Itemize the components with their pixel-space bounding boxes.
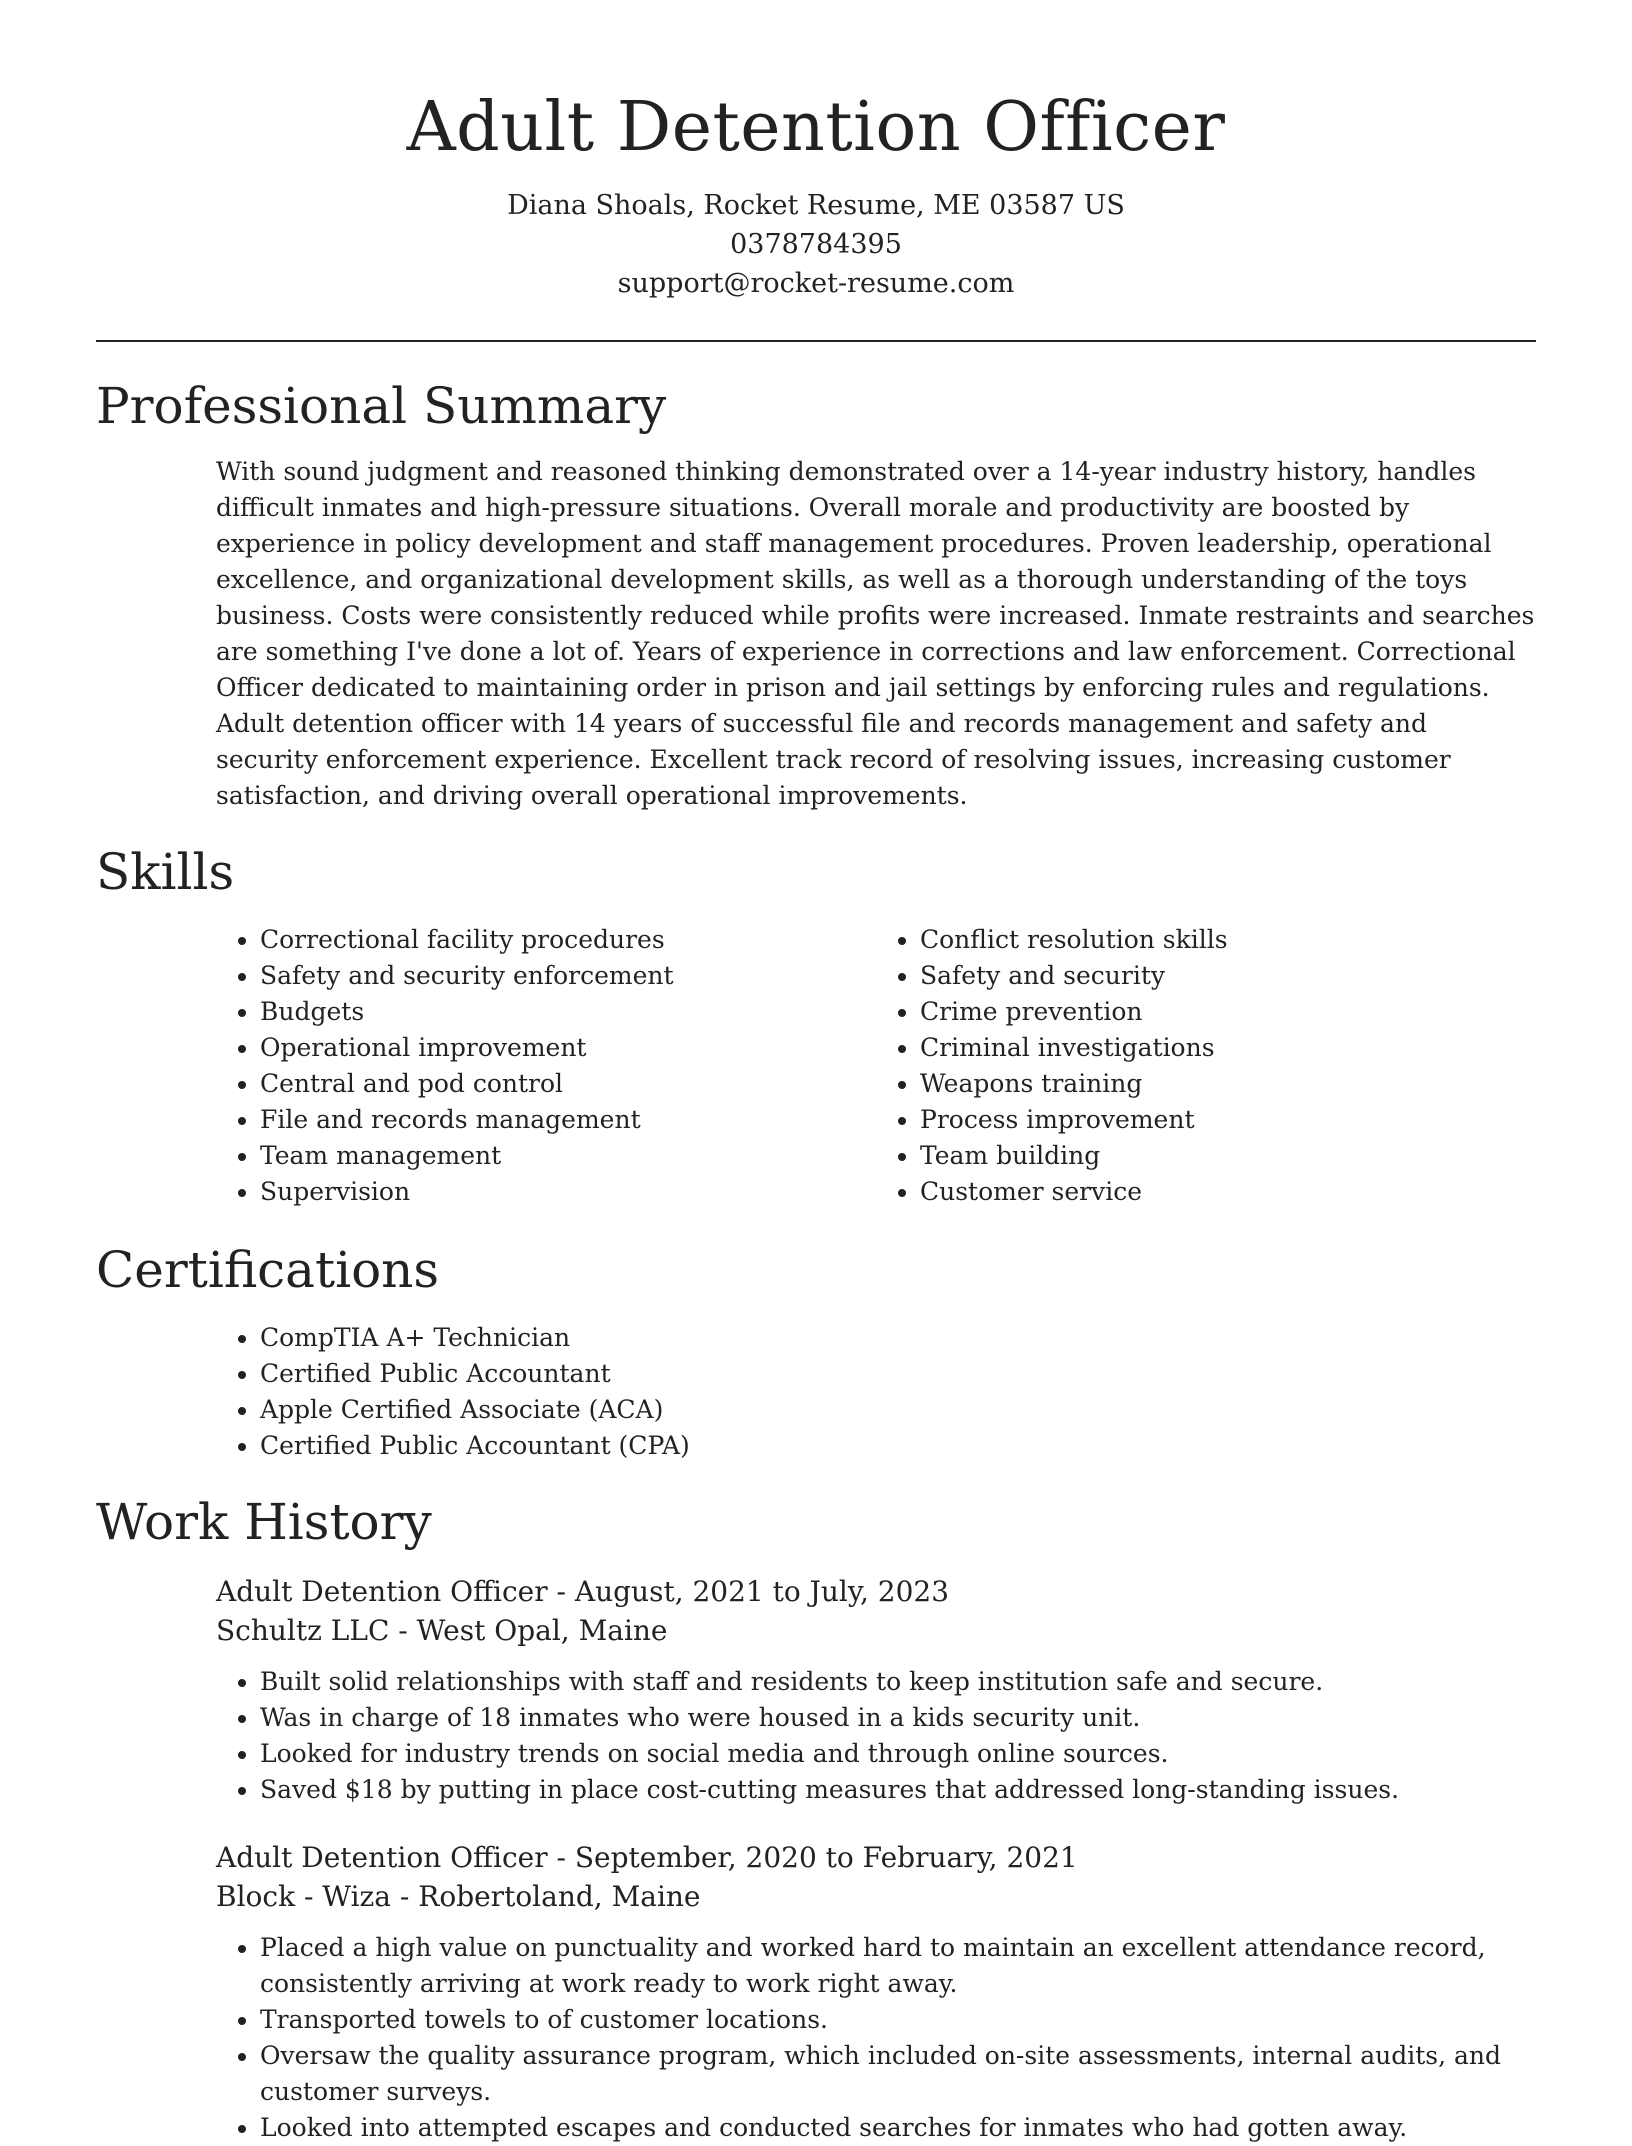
skill-item: • Supervision (260, 1174, 876, 1210)
skill-item: • Team management (260, 1138, 876, 1174)
job-title-line: Adult Detention Officer - September, 2020 to February, 2021 (216, 1841, 1078, 1874)
certifications-section (96, 1238, 1536, 1464)
skill-item: • Safety and security enforcement (260, 958, 876, 994)
skill-item: • Weapons training (920, 1066, 1536, 1102)
summary-section (96, 374, 1536, 814)
certifications-list (216, 1320, 1536, 1464)
skill-item: • Criminal investigations (920, 1030, 1536, 1066)
skill-item: • Operational improvement (260, 1030, 876, 1066)
job-entry (216, 1572, 1536, 1808)
skill-item: • Customer service (920, 1174, 1536, 1210)
certification-item: • Certified Public Accountant (260, 1356, 1536, 1392)
certification-item: • CompTIA A+ Technician (260, 1320, 1536, 1356)
job-bullet-list (216, 1930, 1536, 2146)
skill-item: • Budgets (260, 994, 876, 1030)
skill-item: • Correctional facility procedures (260, 922, 876, 958)
job-bullet: • Looked into attempted escapes and conducted searches for inmates who had gotten away. (260, 2110, 1536, 2146)
job-company-line: Schultz LLC - West Opal, Maine (216, 1614, 668, 1647)
skills-column-left (216, 922, 876, 1210)
skill-item: • Process improvement (920, 1102, 1536, 1138)
resume-page (96, 0, 1536, 2146)
job-bullet: • Transported towels to of customer locations. (260, 2002, 1536, 2038)
resume-title: Adult Detention Officer (406, 88, 1226, 167)
job-bullet: • Saved $18 by putting in place cost-cutting measures that addressed long-standing issues. (260, 1772, 1536, 1808)
job-title-line: Adult Detention Officer - August, 2021 to July, 2023 (216, 1575, 950, 1608)
skills-heading: Skills (96, 843, 235, 901)
skills-column-right (876, 922, 1536, 1210)
job-bullet: • Was in charge of 18 inmates who were housed in a kids security unit. (260, 1700, 1536, 1736)
job-bullet-list (216, 1664, 1536, 1808)
certification-item: • Certified Public Accountant (CPA) (260, 1428, 1536, 1464)
job-bullet: • Built solid relationships with staff and residents to keep institution safe and secure. (260, 1664, 1536, 1700)
header-divider (96, 340, 1536, 342)
skill-item: • Crime prevention (920, 994, 1536, 1030)
summary-heading: Professional Summary (96, 377, 667, 435)
skills-section (96, 840, 1536, 1210)
certifications-heading: Certifications (96, 1241, 440, 1299)
job-bullet: • Placed a high value on punctuality and worked hard to maintain an excellent attendance record, consistently arriving at work ready to work right away. (260, 1930, 1536, 2002)
certification-item: • Apple Certified Associate (ACA) (260, 1392, 1536, 1428)
skill-item: • Conflict resolution skills (920, 922, 1536, 958)
contact-email: support@rocket-resume.com (617, 268, 1015, 299)
job-company-line: Block - Wiza - Robertoland, Maine (216, 1880, 701, 1913)
resume-header (96, 0, 1536, 303)
job-entry (216, 1838, 1536, 2146)
skill-item: • Central and pod control (260, 1066, 876, 1102)
work-history-section (96, 1490, 1536, 2146)
skill-item: • Team building (920, 1138, 1536, 1174)
job-bullet: • Oversaw the quality assurance program, which included on-site assessments, internal audits, and customer surveys. (260, 2038, 1536, 2110)
summary-text: With sound judgment and reasoned thinking demonstrated over a 14-year industry history, handles difficult inmates and high-pressure situations. Overall morale and productivity are boosted by experience in policy development and staff management procedures. Proven leadership, operational excellence, and organizational development skills, as well as a thorough understanding of the toys business. Costs were consistently reduced while profits were increased. Inmate restraints and searches are something I've done a lot of. Years of experience in corrections and law enforcement. Correctional Officer dedicated to maintaining order in prison and jail settings by enforcing rules and regulations. Adult detention officer with 14 years of successful file and records management and safety and security enforcement experience. Excellent track record of resolving issues, increasing customer satisfaction, and driving overall operational improvements. (216, 457, 1535, 810)
contact-phone: 0378784395 (730, 229, 902, 260)
contact-address: Diana Shoals, Rocket Resume, ME 03587 US (507, 190, 1125, 221)
skills-grid (216, 922, 1536, 1210)
skill-item: • Safety and security (920, 958, 1536, 994)
work-history-heading: Work History (96, 1493, 432, 1551)
skill-item: • File and records management (260, 1102, 876, 1138)
job-bullet: • Looked for industry trends on social media and through online sources. (260, 1736, 1536, 1772)
